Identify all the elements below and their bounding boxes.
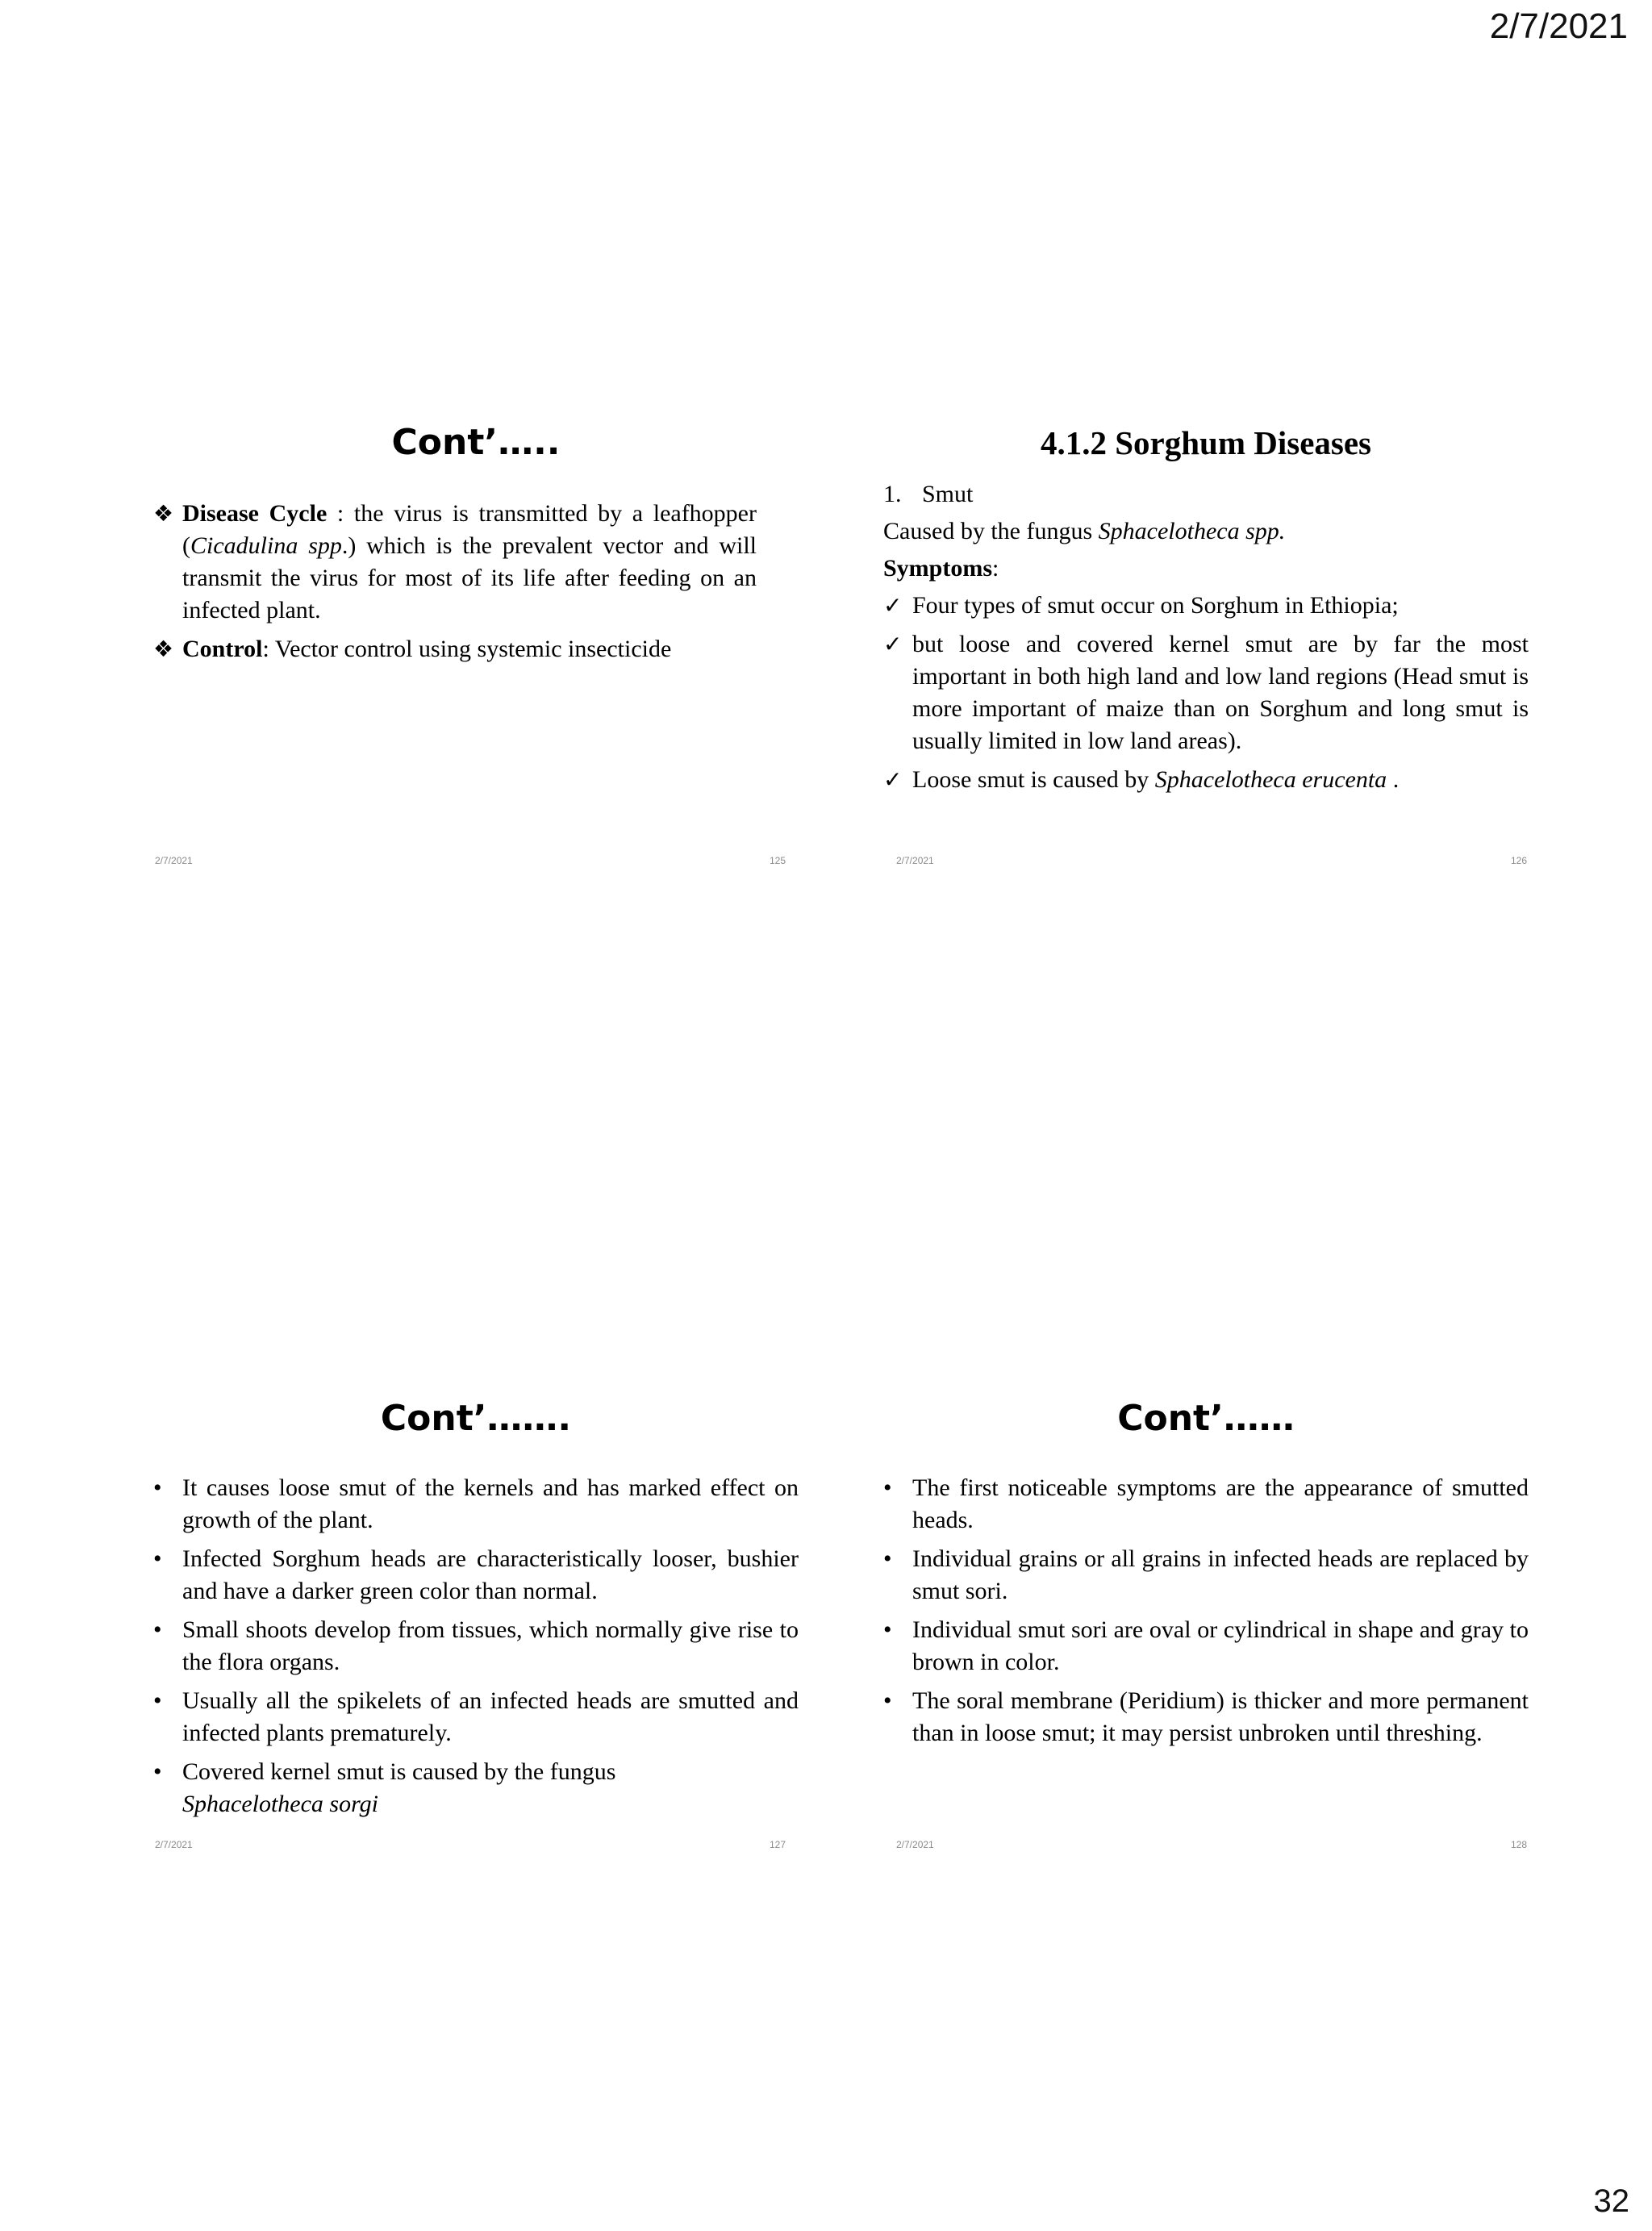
list-item: ✓ Loose smut is caused by Sphacelotheca erucenta . <box>883 764 1529 796</box>
list-item: • The first noticeable symptoms are the appearance of smutted heads. <box>883 1472 1529 1537</box>
list-item: ✓ Four types of smut occur on Sorghum in Ethiopia; <box>883 590 1529 622</box>
slide-footer-date: 2/7/2021 <box>155 1839 193 1850</box>
list-item: ✓ but loose and covered kernel smut are by far the most important in both high land and low land regions (Head smut is more important of maize than on Sorghum and long smut is usually limited in low land areas). <box>883 628 1529 757</box>
slide-body <box>883 478 1529 803</box>
diamond-bullet-icon: ❖ <box>153 636 174 662</box>
list-item: • Covered kernel smut is caused by the fungus Sphacelotheca sorgi <box>153 1756 799 1820</box>
bullet-icon: • <box>153 1687 162 1714</box>
slide-body <box>883 1472 1529 1756</box>
slide-footer-number: 125 <box>769 855 786 866</box>
checkmark-icon: ✓ <box>883 631 903 657</box>
diamond-bullet-icon: ❖ <box>153 500 174 527</box>
page-date: 2/7/2021 <box>1489 6 1628 46</box>
slide-title: Cont’……. <box>380 1398 572 1439</box>
bullet-icon: • <box>153 1616 162 1643</box>
list-item: • Small shoots develop from tissues, which normally give rise to the flora organs. <box>153 1614 799 1678</box>
slide-125 <box>153 407 799 866</box>
list-item: ❖ Disease Cycle : the virus is transmitted by a leafhopper (Cicadulina spp.) which is the prevalent vector and will transmit the virus for most of its life after feeding on an infected plant. <box>153 498 757 627</box>
slide-title: Cont’…… <box>1117 1398 1295 1439</box>
slide-footer-date: 2/7/2021 <box>155 855 193 866</box>
list-item: • Usually all the spikelets of an infected heads are smutted and infected plants prematurely. <box>153 1685 799 1749</box>
list-item: • Individual smut sori are oval or cylindrical in shape and gray to brown in color. <box>883 1614 1529 1678</box>
list-item: • Individual grains or all grains in infected heads are replaced by smut sori. <box>883 1543 1529 1608</box>
checkmark-icon: ✓ <box>883 766 903 793</box>
page-number: 32 <box>1593 2183 1629 2219</box>
numbered-item: 1. Smut <box>883 481 974 507</box>
list-item: • It causes loose smut of the kernels and has marked effect on growth of the plant. <box>153 1472 799 1537</box>
slide-126 <box>883 407 1529 866</box>
slide-title: 4.1.2 Sorghum Diseases <box>1040 424 1372 461</box>
slide-footer-number: 126 <box>1510 855 1527 866</box>
list-item: • Infected Sorghum heads are characteristically looser, bushier and have a darker green color than normal. <box>153 1543 799 1608</box>
slide-128 <box>883 1383 1529 1850</box>
bullet-icon: • <box>883 1616 892 1643</box>
slide-title: Cont’….. <box>391 422 561 463</box>
symptoms-heading: Symptoms: <box>883 555 999 582</box>
bullet-icon: • <box>883 1474 892 1501</box>
bullet-icon: • <box>153 1758 162 1785</box>
slide-footer-number: 128 <box>1510 1839 1527 1850</box>
slide-body <box>153 1472 799 1827</box>
slide-footer-date: 2/7/2021 <box>896 855 934 866</box>
checkmark-icon: ✓ <box>883 592 903 619</box>
bullet-icon: • <box>883 1687 892 1714</box>
slide-footer-number: 127 <box>769 1839 786 1850</box>
bullet-icon: • <box>153 1474 162 1501</box>
caused-by-line: Caused by the fungus Sphacelotheca spp. <box>883 518 1286 544</box>
list-item: ❖ Control: Vector control using systemic insecticide <box>153 633 757 665</box>
list-item: • The soral membrane (Peridium) is thicker and more permanent than in loose smut; it may persist unbroken until threshing. <box>883 1685 1529 1749</box>
slide-127 <box>153 1383 799 1850</box>
slide-footer-date: 2/7/2021 <box>896 1839 934 1850</box>
bullet-icon: • <box>153 1545 162 1572</box>
bullet-icon: • <box>883 1545 892 1572</box>
slide-body <box>153 498 757 672</box>
